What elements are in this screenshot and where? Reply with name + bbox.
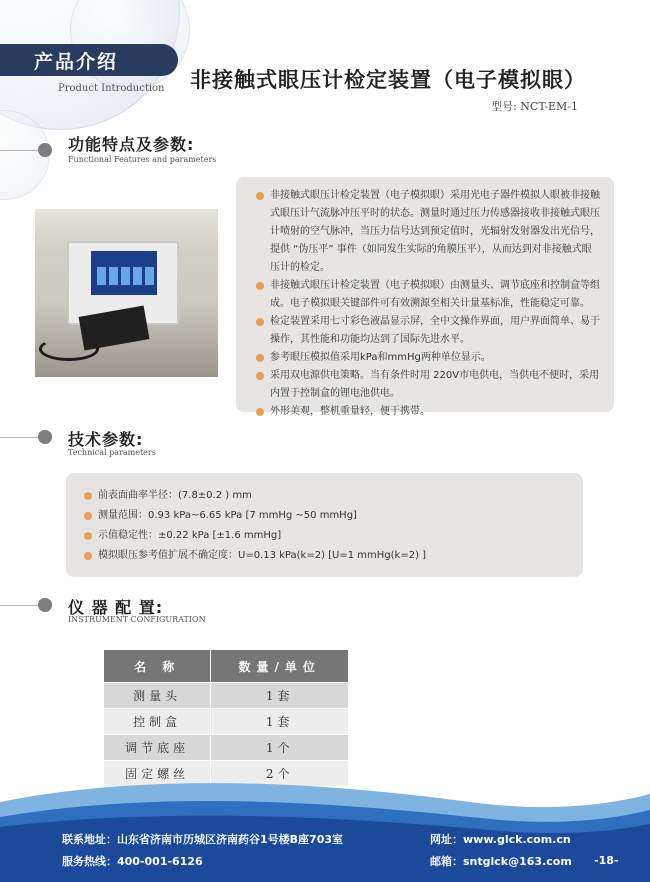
feature-item: 外形美观，整机重量轻，便于携带。 xyxy=(256,403,600,421)
footer xyxy=(0,772,650,882)
footer-email[interactable]: 邮箱：sntglck@163.com xyxy=(430,855,572,868)
cable-illustration xyxy=(39,337,99,361)
feature-item: 参考眼压模拟值采用kPa和mmHg两种单位显示。 xyxy=(256,349,600,367)
technical-item: 模拟眼压参考值扩展不确定度：U=0.13 kPa(k=2) [U=1 mmHg(k=2) ] xyxy=(84,546,569,566)
screen-key xyxy=(121,267,130,285)
item-quantity: 1套 xyxy=(211,709,349,735)
page-number: -18- xyxy=(594,854,619,867)
lcd-screen-illustration xyxy=(91,251,157,295)
item-quantity: 1套 xyxy=(211,683,349,709)
technical-subheading: Technical parameters xyxy=(68,448,156,457)
footer-address: 联系地址：山东省济南市历城区济南药谷1号楼B座703室 xyxy=(62,833,343,846)
features-bullet-dot xyxy=(38,143,52,157)
item-name: 调节底座 xyxy=(104,735,211,761)
table-row xyxy=(104,735,349,761)
table-row xyxy=(104,683,349,709)
technical-panel xyxy=(66,473,583,577)
screen-key xyxy=(145,267,154,285)
screen-key xyxy=(133,267,142,285)
page-title: 非接触式眼压计检定装置（电子模拟眼） xyxy=(190,68,586,92)
item-name: 固定螺丝 xyxy=(104,761,211,787)
item-quantity: 1个 xyxy=(211,735,349,761)
configuration-table xyxy=(103,649,349,787)
section-badge: 产品介绍 xyxy=(0,44,178,76)
footer-website[interactable]: 网址：www.glck.com.cn xyxy=(430,833,571,846)
technical-item: 示值稳定性：±0.22 kPa [±1.6 mmHg] xyxy=(84,526,569,546)
instrument-subheading: INSTRUMENT CONFIGURATION xyxy=(68,615,206,624)
item-name: 控制盒 xyxy=(104,709,211,735)
feature-item: 非接触式眼压计检定装置（电子模拟眼）由测量头、调节底座和控制盒等组成。电子模拟眼关键部件可有效溯源至相关计量基标准，性能稳定可靠。 xyxy=(256,277,600,313)
screen-key xyxy=(109,267,118,285)
table-header-row xyxy=(104,650,349,683)
features-panel xyxy=(236,177,614,417)
technical-bullet-dot xyxy=(38,430,52,444)
technical-item: 测量范围：0.93 kPa~6.65 kPa [7 mmHg ~50 mmHg] xyxy=(84,506,569,526)
technical-heading: 技术参数: xyxy=(68,430,144,449)
feature-item: 检定装置采用七寸彩色液晶显示屏，全中文操作界面，用户界面简单、易于操作，其性能和功能均达到了国际先进水平。 xyxy=(256,313,600,349)
column-header-quantity: 数量/单位 xyxy=(211,650,349,683)
features-heading: 功能特点及参数: xyxy=(68,135,195,154)
technical-item: 前表面曲率半径：(7.8±0.2 ) mm xyxy=(84,486,569,506)
table-row xyxy=(104,709,349,735)
instrument-heading: 仪 器 配 置: xyxy=(68,598,164,617)
column-header-name: 名 称 xyxy=(104,650,211,683)
instrument-bullet-dot xyxy=(38,598,52,612)
product-photo xyxy=(35,209,218,377)
footer-hotline: 服务热线：400-001-6126 xyxy=(62,855,203,868)
features-subheading: Functional Features and parameters xyxy=(68,155,217,164)
section-badge-english: Product Introduction xyxy=(58,83,165,94)
item-quantity: 2个 xyxy=(211,761,349,787)
feature-item: 非接触式眼压计检定装置（电子模拟眼）采用光电子器件模拟人眼被非接触式眼压计气流脉冲压平时的状态。测量时通过压力传感器接收非接触式眼压计喷射的空气脉冲，当压力信号达到预定值时，光辐射发射器发出光信号，提供 “伪压平” 事件（如同发生实际的角膜压平），从而达到对非接触式眼压计的检定。 xyxy=(256,187,600,277)
model-number: 型号: NCT-EM-1 xyxy=(491,100,578,113)
item-name: 测量头 xyxy=(104,683,211,709)
screen-key xyxy=(97,267,106,285)
feature-item: 采用双电源供电策略。当有条件时用 220V市电供电，当供电不便时，采用内置于控制盒的锂电池供电。 xyxy=(256,367,600,403)
